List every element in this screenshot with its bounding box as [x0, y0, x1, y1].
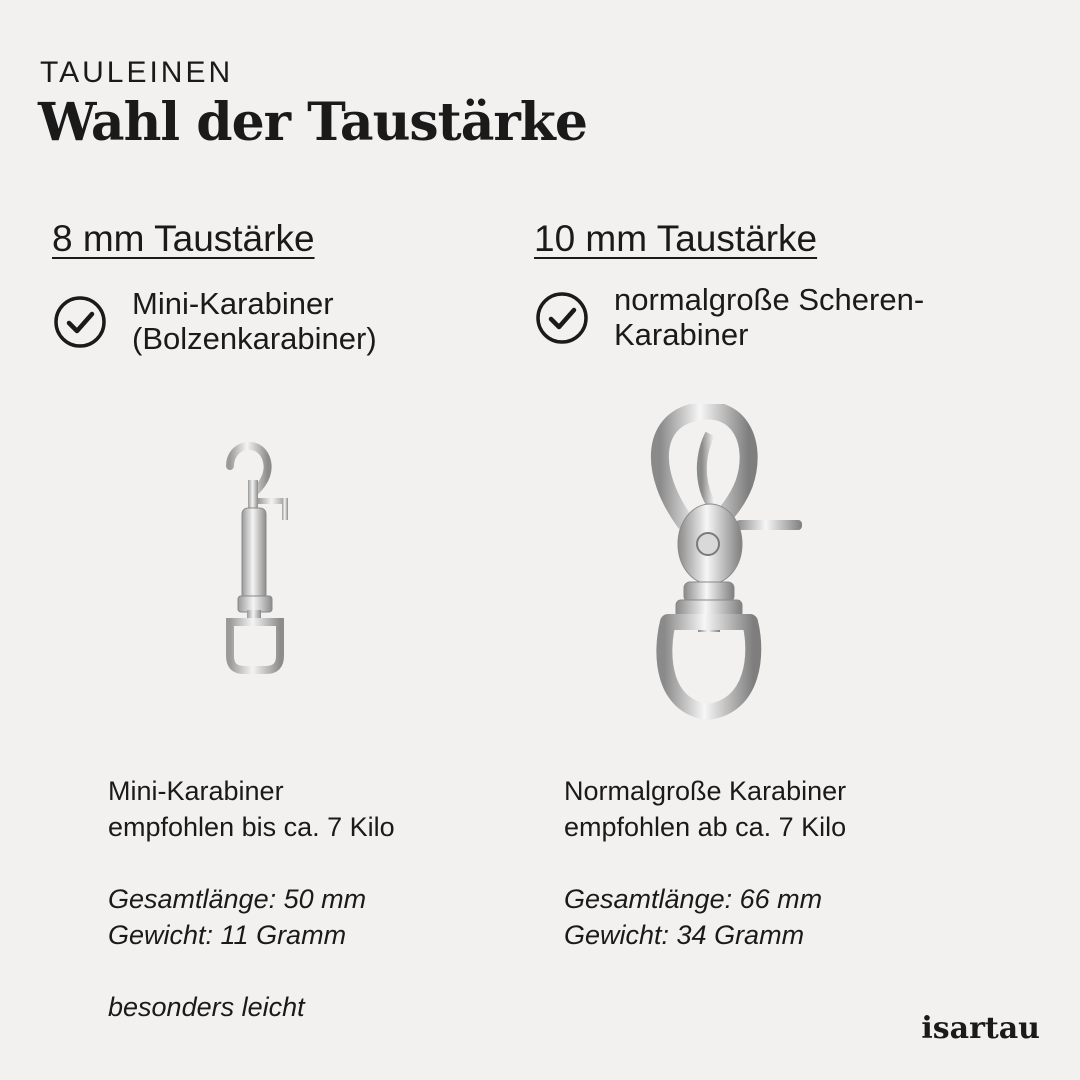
info-weight: Gewicht: 11 Gramm: [108, 920, 347, 950]
feature-item: [52, 286, 512, 356]
page-title: Wahl der Taustärke: [38, 92, 587, 153]
info-name: Normalgroße Karabiner: [564, 776, 847, 806]
mini-carabiner-image: [200, 436, 300, 676]
info-recommendation: empfohlen bis ca. 7 Kilo: [108, 812, 395, 842]
column-10mm: [534, 218, 1054, 352]
info-recommendation: empfohlen ab ca. 7 Kilo: [564, 812, 847, 842]
info-8mm: [108, 773, 395, 1025]
info-name: Mini-Karabiner: [108, 776, 284, 806]
info-length: Gesamtlänge: 50 mm: [108, 884, 367, 914]
check-circle-icon: [534, 290, 590, 346]
info-10mm: [564, 773, 846, 953]
scissor-carabiner-image: [640, 404, 810, 720]
column-heading: 8 mm Taustärke: [52, 218, 315, 259]
brand-logo: isartau: [921, 1011, 1040, 1046]
info-note: besonders leicht: [108, 992, 305, 1022]
column-8mm: [52, 218, 512, 356]
info-weight: Gewicht: 34 Gramm: [564, 920, 805, 950]
feature-text: normalgroße Scheren- Karabiner: [614, 282, 925, 352]
check-circle-icon: [52, 294, 108, 350]
column-heading: 10 mm Taustärke: [534, 218, 818, 259]
kicker: TAULEINEN: [40, 56, 234, 89]
feature-item: [534, 282, 1054, 352]
info-length: Gesamtlänge: 66 mm: [564, 884, 823, 914]
feature-text: Mini-Karabiner (Bolzenkarabiner): [132, 286, 377, 356]
